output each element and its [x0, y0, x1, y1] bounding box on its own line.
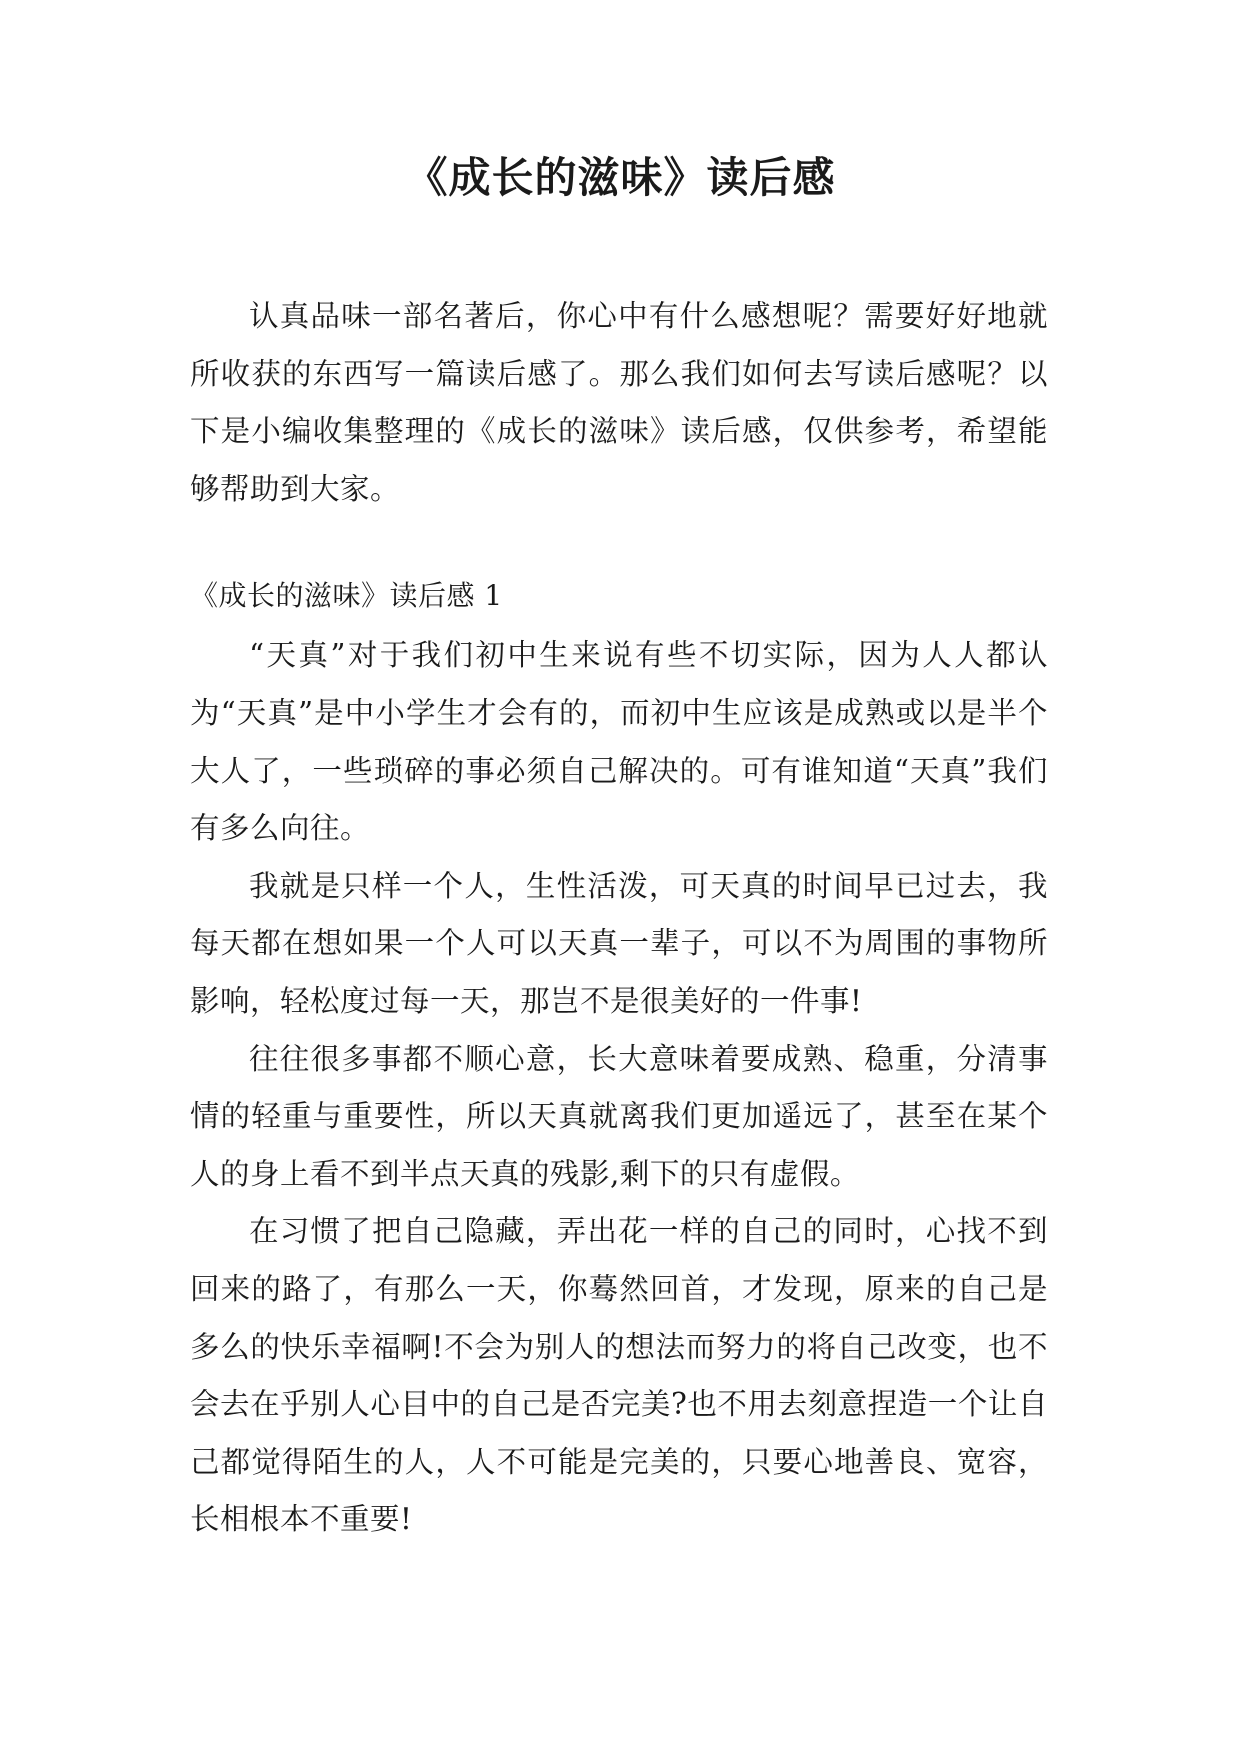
section-heading: 《成长的滋味》读后感 1 [190, 579, 503, 613]
body-paragraph-3: 往往很多事都不顺心意，长大意味着要成熟、稳重，分清事情的轻重与重要性，所以天真就离我们更加遥远了，甚至在某个人的身上看不到半点天真的残影,剩下的只有虚假。 [190, 1041, 1048, 1191]
intro-paragraph: 认真品味一部名著后，你心中有什么感想呢？需要好好地就所收获的东西写一篇读后感了。那么我们如何去写读后感呢？以下是小编收集整理的《成长的滋味》读后感，仅供参考，希望能够帮助到大家。 [190, 299, 1048, 506]
document-body [190, 288, 1048, 1549]
body-paragraph-2: 我就是只样一个人，生性活泼，可天真的时间早已过去，我每天都在想如果一个人可以天真一辈子，可以不为周围的事物所影响，轻松度过每一天，那岂不是很美好的一件事! [190, 868, 1048, 1018]
body-paragraph-4: 在习惯了把自己隐藏，弄出花一样的自己的同时，心找不到回来的路了，有那么一天，你蓦然回首，才发现，原来的自己是多么的快乐幸福啊!不会为别人的想法而努力的将自己改变，也不会去在乎别人心目中的自己是否完美?也不用去刻意捏造一个让自己都觉得陌生的人，人不可能是完美的，只要心地善良、宽容，长相根本不重要! [190, 1214, 1048, 1537]
document-title: 《成长的滋味》读后感 [405, 153, 836, 202]
body-paragraph-1: “天真”对于我们初中生来说有些不切实际，因为人人都认为“天真”是中小学生才会有的，而初中生应该是成熟或以是半个大人了，一些琐碎的事必须自己解决的。可有谁知道“天真”我们有多么向往。 [190, 638, 1048, 846]
